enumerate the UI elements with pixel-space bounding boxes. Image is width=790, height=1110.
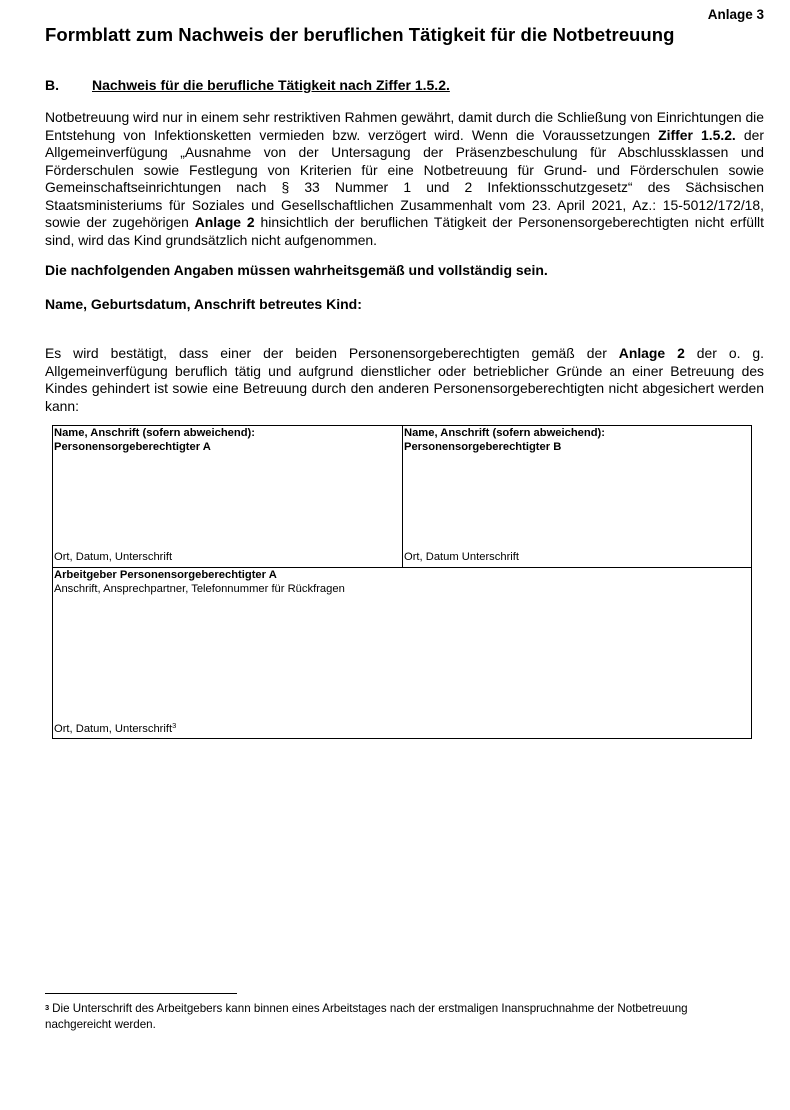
confirmation-paragraph bbox=[45, 345, 764, 415]
confirmation-bold-anlage: Anlage 2 bbox=[618, 345, 685, 361]
footnote bbox=[45, 1001, 755, 1033]
intro-paragraph bbox=[45, 109, 764, 249]
confirmation-text-2: der o. g. Allgemeinverfügung beruflich tätig und aufgrund dienstlicher oder betrieblicher Gründe an einer Betreuung des Kindes gehindert ist sowie eine Betreuung durch den anderen Personensorgeberechtigten nicht abgesichert werden kann: bbox=[45, 345, 764, 414]
section-title: Nachweis für die berufliche Tätigkeit nach Ziffer 1.5.2. bbox=[92, 77, 450, 93]
annex-label: Anlage 3 bbox=[707, 7, 764, 22]
intro-text-1: Notbetreuung wird nur in einem sehr restriktiven Rahmen gewährt, damit durch die Schließung von Einrichtungen die Entstehung von Infektionsketten vermieden bzw. verzögert wird. Wenn die Voraussetzungen bbox=[45, 109, 764, 143]
confirmation-text-1: Es wird bestätigt, dass einer der beiden Personensorgeberechtigten gemäß der bbox=[45, 345, 619, 361]
section-number: B. bbox=[45, 77, 59, 93]
intro-bold-ziffer: Ziffer 1.5.2. bbox=[658, 126, 736, 143]
footnote-marker: 3 bbox=[45, 1003, 50, 1012]
footnote-separator bbox=[45, 993, 237, 994]
guardian-b-label: Personensorgeberechtigter B bbox=[404, 441, 562, 453]
employer-cell[interactable] bbox=[54, 568, 345, 596]
guardian-b-address-label: Name, Anschrift (sofern abweichend): bbox=[404, 427, 605, 439]
section-heading bbox=[45, 77, 450, 93]
employer-heading: Arbeitgeber Personensorgeberechtigter A bbox=[54, 569, 277, 581]
employer-subheading: Anschrift, Ansprechpartner, Telefonnummer für Rückfragen bbox=[54, 583, 345, 595]
intro-text-2: der Allgemeinverfügung „Ausnahme von der Untersagung der Präsenzbeschulung für Abschlussklassen und Förderschulen sowie Festlegung von Kriterien für eine Notbetreuung für Grund- und Förderschulen sowie Gemeinschaftseinrichtungen nach § 33 Nummer 1 und 2 Infektionsschutzgesetz“ des Sächsischen Staatsministeriums für Soziales und Gesellschaftlichen Zusammenhalt vom 23. April 2021, Az.: 15-5012/172/18, sowie der zugehörigen bbox=[45, 126, 764, 230]
form-table bbox=[52, 425, 752, 739]
guardian-a-cell[interactable] bbox=[54, 426, 255, 454]
guardian-a-label: Personensorgeberechtigter A bbox=[54, 441, 211, 453]
notice-text: Die nachfolgenden Angaben müssen wahrheitsgemäß und vollständig sein. bbox=[45, 262, 548, 278]
footnote-reference: 3 bbox=[172, 721, 177, 730]
guardian-a-signature-label: Ort, Datum, Unterschrift bbox=[54, 551, 173, 563]
guardian-a-address-label: Name, Anschrift (sofern abweichend): bbox=[54, 427, 255, 439]
guardian-b-cell[interactable] bbox=[404, 426, 605, 454]
column-divider bbox=[402, 426, 403, 567]
footnote-text: Die Unterschrift des Arbeitgebers kann binnen eines Arbeitstages nach der erstmaligen Inanspruchnahme der Notbetreuung nachgereicht werden. bbox=[45, 1002, 688, 1031]
guardian-b-signature-label: Ort, Datum Unterschrift bbox=[404, 551, 520, 563]
employer-signature-text: Ort, Datum, Unterschrift bbox=[54, 723, 173, 735]
child-info-label: Name, Geburtsdatum, Anschrift betreutes Kind: bbox=[45, 296, 362, 312]
page-title: Formblatt zum Nachweis der beruflichen Tätigkeit für die Notbetreuung bbox=[45, 24, 675, 45]
intro-text-3: hinsichtlich der beruflichen Tätigkeit der Personensorgeberechtigten nicht erfüllt sind, wird das Kind grundsätzlich nicht aufgenommen. bbox=[45, 214, 764, 248]
intro-bold-anlage: Anlage 2 bbox=[194, 214, 255, 230]
employer-signature-label bbox=[54, 723, 176, 735]
